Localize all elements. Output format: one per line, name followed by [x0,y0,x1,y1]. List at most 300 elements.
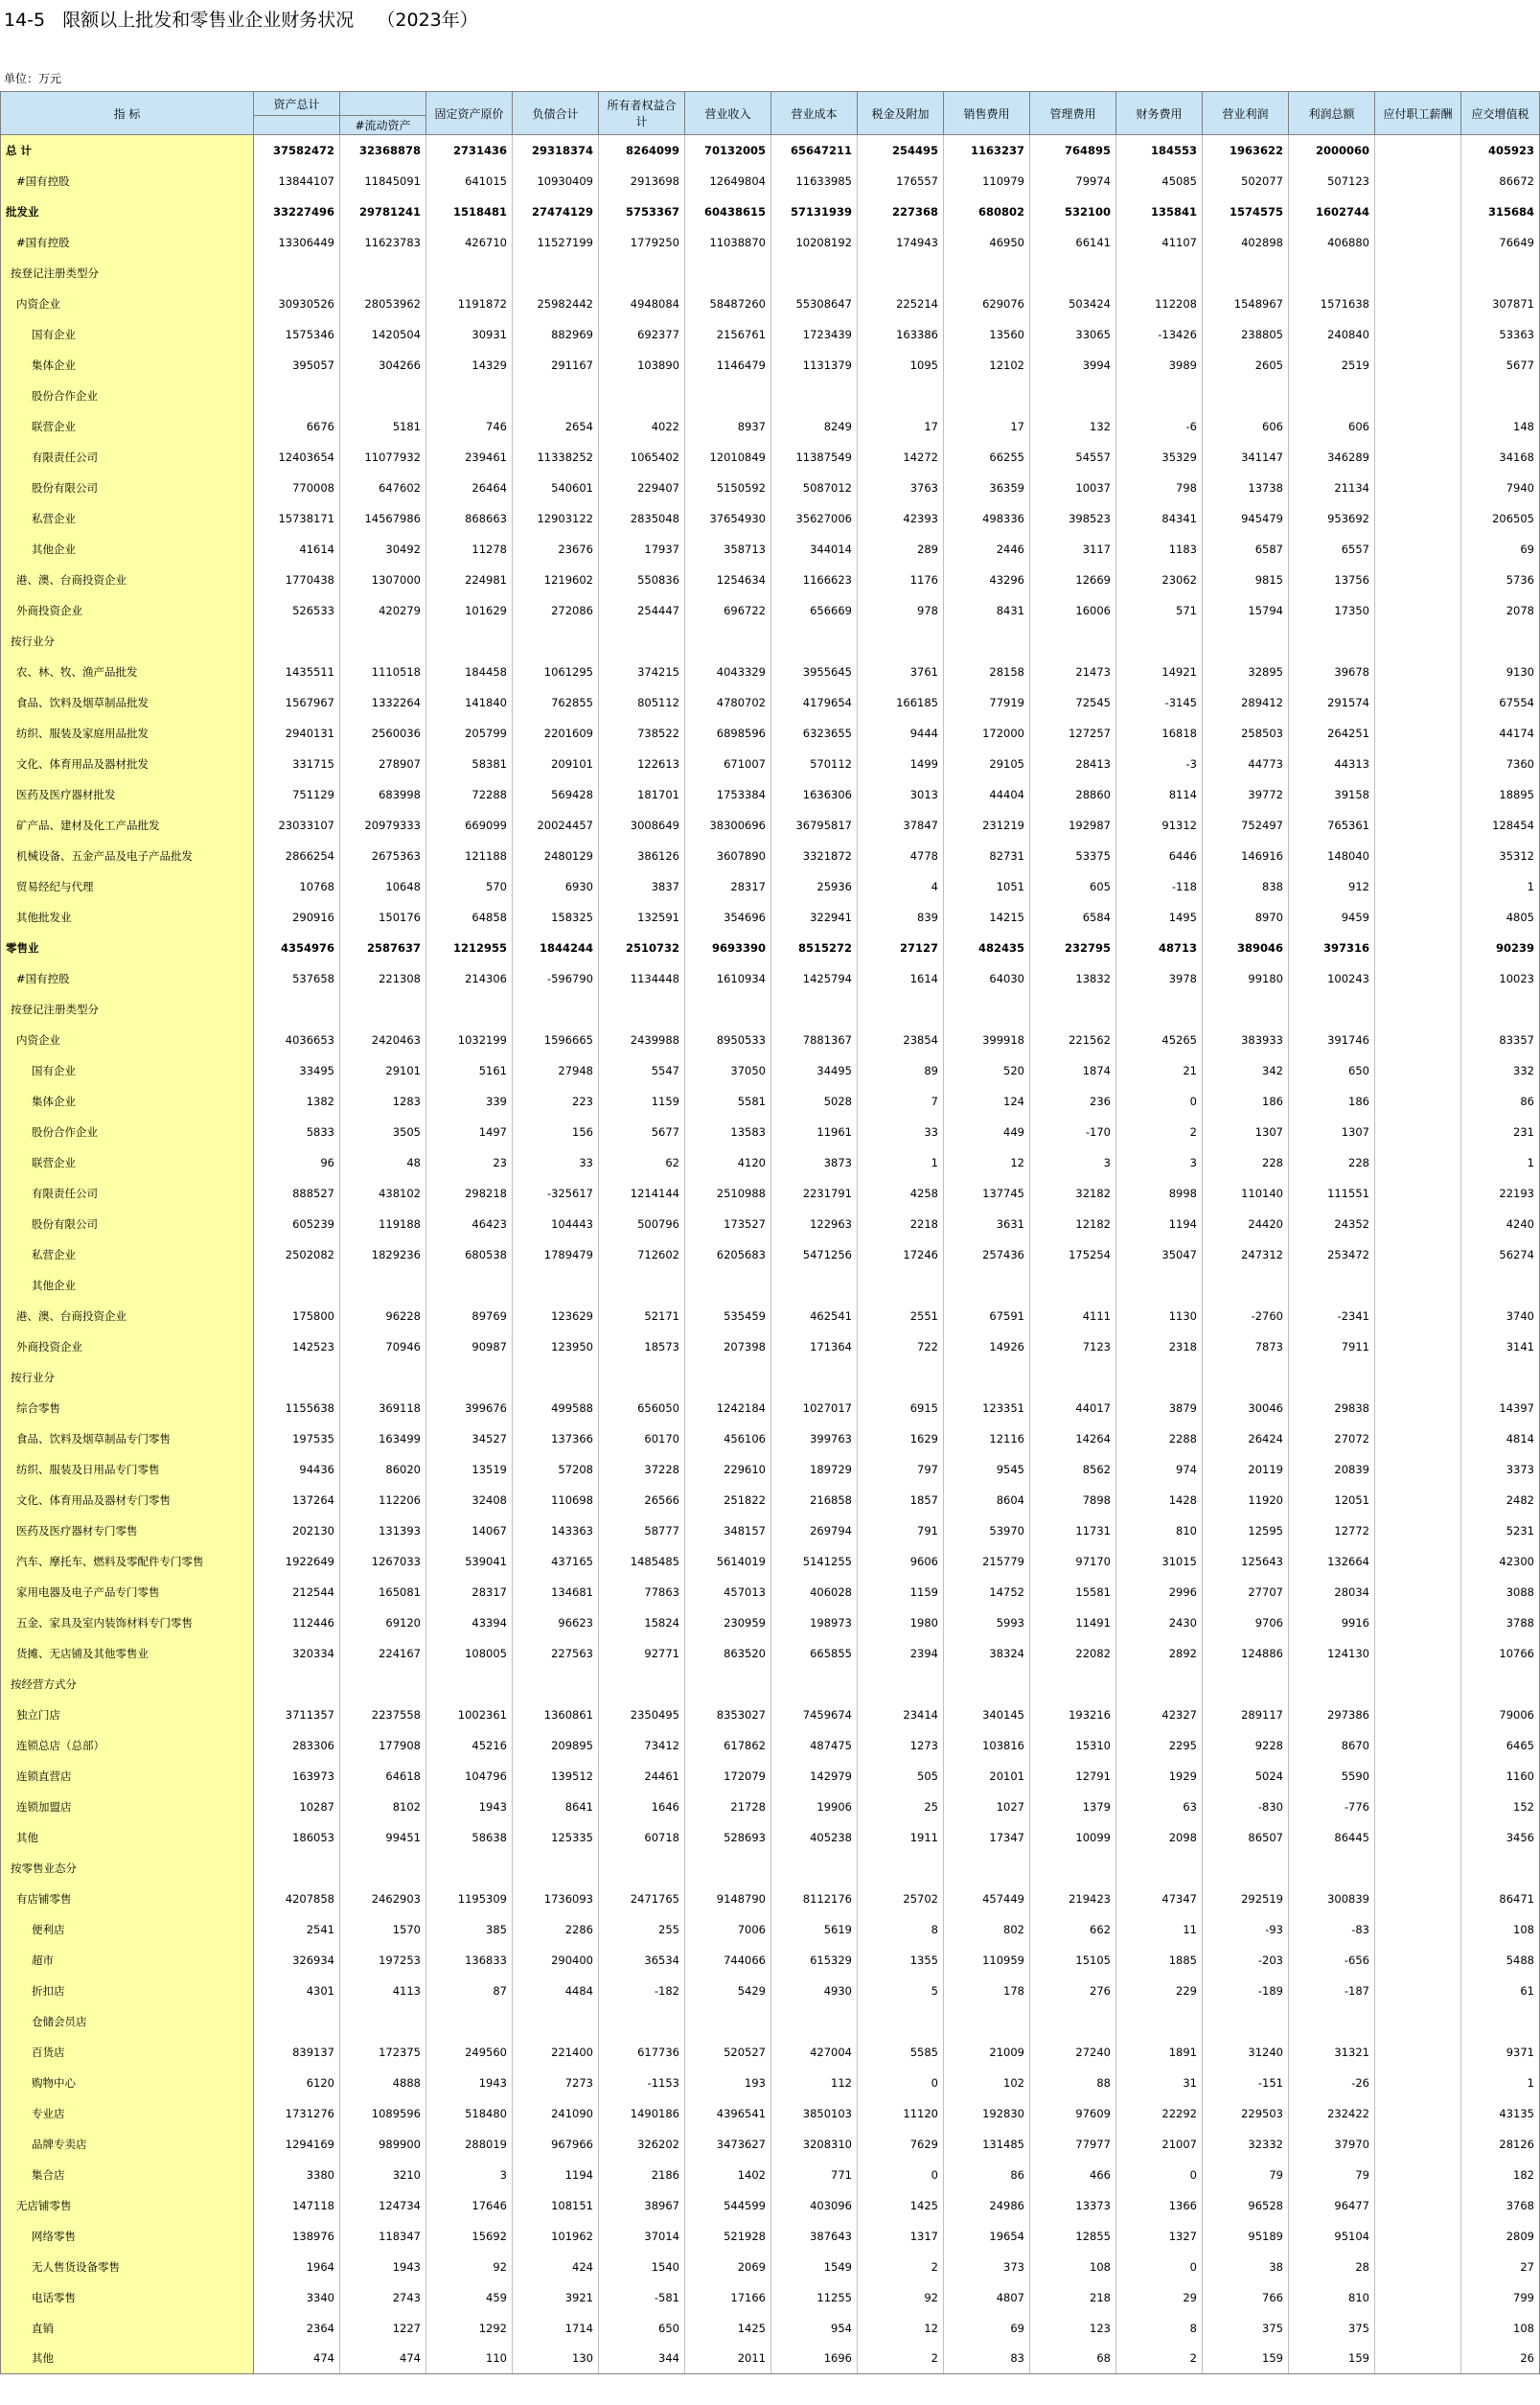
table-cell [1461,381,1540,411]
table-cell: 92 [858,2282,944,2313]
table-cell: 1629 [858,1423,944,1454]
table-cell: 92 [426,2252,513,2282]
table-cell: 30930526 [254,289,340,319]
table-cell: 520527 [685,2037,771,2068]
table-cell: 1027 [944,1792,1030,1822]
table-cell: 8670 [1289,1730,1375,1761]
table-cell [1116,1669,1203,1700]
table-cell [1375,1117,1461,1147]
table-cell: 289117 [1203,1700,1289,1730]
table-cell: 499588 [513,1393,599,1423]
row-label: 按零售业态分 [1,1853,254,1884]
table-cell: 3141 [1461,1331,1540,1362]
row-label: 综合零售 [1,1393,254,1423]
table-cell: 5161 [426,1055,513,1086]
table-cell: 60170 [599,1423,685,1454]
row-label: 集体企业 [1,1086,254,1117]
table-cell: 10648 [340,871,426,902]
row-label: 矿产品、建材及化工产品批发 [1,810,254,841]
table-cell: 722 [858,1331,944,1362]
table-cell: 48713 [1116,933,1203,963]
table-cell: 1614 [858,963,944,994]
table-cell: 39772 [1203,779,1289,810]
table-cell: 9916 [1289,1607,1375,1638]
table-cell: 44773 [1203,749,1289,779]
table-cell: 186 [1203,1086,1289,1117]
table-cell: 10099 [1030,1822,1116,1853]
table-cell: 1402 [685,2160,771,2190]
table-cell: 132 [1030,411,1116,442]
table-cell: 33065 [1030,319,1116,350]
table-cell: 11255 [771,2282,858,2313]
table-cell: 63 [1116,1792,1203,1822]
table-cell [1203,1362,1289,1393]
table-cell: 22193 [1461,1178,1540,1209]
row-label: 机械设备、五金产品及电子产品批发 [1,841,254,871]
table-cell: 304266 [340,350,426,381]
table-cell: 358713 [685,534,771,565]
table-cell: 119188 [340,1209,426,1239]
table-cell: 2098 [1116,1822,1203,1853]
table-cell: -325617 [513,1178,599,1209]
table-cell: 4120 [685,1147,771,1178]
table-cell: 2 [858,2344,944,2374]
table-cell: 521928 [685,2221,771,2252]
table-cell: 4807 [944,2282,1030,2313]
table-cell: 5231 [1461,1515,1540,1546]
table-cell: 770008 [254,473,340,503]
table-cell: 21728 [685,1792,771,1822]
table-cell: 15738171 [254,503,340,534]
table-row [1,1178,1540,1209]
table-cell: 172079 [685,1761,771,1792]
table-cell: 221308 [340,963,426,994]
table-cell: 17 [858,411,944,442]
row-label: 医药及医疗器材专门零售 [1,1515,254,1546]
table-cell: 539041 [426,1546,513,1577]
table-cell: 12855 [1030,2221,1116,2252]
table-cell: -596790 [513,963,599,994]
table-cell: 342 [1203,1055,1289,1086]
table-cell: 147118 [254,2190,340,2221]
table-cell: 97609 [1030,2098,1116,2129]
table-cell: 73412 [599,1730,685,1761]
table-cell: 1495 [1116,902,1203,933]
table-row [1,1301,1540,1331]
table-cell [1461,1669,1540,1700]
table-cell: 1829236 [340,1239,426,1270]
table-cell: 4301 [254,1976,340,2006]
table-cell: 10766 [1461,1638,1540,1669]
table-cell: 5488 [1461,1945,1540,1976]
table-row [1,2037,1540,2068]
table-cell: 223 [513,1086,599,1117]
table-cell: 141840 [426,687,513,718]
row-label: 文化、体育用品及器材专门零售 [1,1485,254,1515]
table-cell: 2186 [599,2160,685,2190]
table-cell [1375,2221,1461,2252]
table-cell: 48 [340,1147,426,1178]
table-row [1,1577,1540,1607]
table-cell: 6205683 [685,1239,771,1270]
table-cell: 28034 [1289,1577,1375,1607]
table-cell: 175800 [254,1301,340,1331]
table-cell: 662 [1030,1914,1116,1945]
table-cell: 122613 [599,749,685,779]
table-cell: 424 [513,2252,599,2282]
table-cell: 27127 [858,933,944,963]
table-row [1,595,1540,626]
table-cell: 1355 [858,1945,944,1976]
table-cell: 399676 [426,1393,513,1423]
row-label: 网络零售 [1,2221,254,2252]
table-cell: 23854 [858,1025,944,1055]
table-cell [599,994,685,1025]
table-cell: 6557 [1289,534,1375,565]
table-cell: 1159 [599,1086,685,1117]
table-cell: 163386 [858,319,944,350]
row-label: 联营企业 [1,411,254,442]
table-cell: 3763 [858,473,944,503]
col-header-vat-payable: 应交增值税 [1461,92,1540,135]
table-cell: 19654 [944,2221,1030,2252]
table-cell: 8264099 [599,135,685,166]
table-cell: 569428 [513,779,599,810]
table-cell [1030,258,1116,289]
table-cell: 69 [1461,534,1540,565]
table-row [1,227,1540,258]
row-label: 股份有限公司 [1,1209,254,1239]
table-cell: 550836 [599,565,685,595]
table-cell: 30046 [1203,1393,1289,1423]
table-cell: 387643 [771,2221,858,2252]
table-cell [1030,1362,1116,1393]
table-cell: 205799 [426,718,513,749]
table-row [1,411,1540,442]
table-cell: 111551 [1289,1178,1375,1209]
table-cell: 9693390 [685,933,771,963]
table-row [1,841,1540,871]
table-cell: 570112 [771,749,858,779]
table-cell: 669099 [426,810,513,841]
table-cell: 57131939 [771,197,858,227]
table-cell: 173527 [685,1209,771,1239]
table-row [1,197,1540,227]
table-cell: 13738 [1203,473,1289,503]
table-cell: 17347 [944,1822,1030,1853]
table-cell: 254495 [858,135,944,166]
table-cell: 3994 [1030,350,1116,381]
table-cell [1375,2313,1461,2344]
table-cell: 1307 [1289,1117,1375,1147]
table-cell: 165081 [340,1577,426,1607]
table-cell: 5181 [340,411,426,442]
table-cell: 90987 [426,1331,513,1362]
table-cell: 802 [944,1914,1030,1945]
table-cell: 5547 [599,1055,685,1086]
table-cell: 8112176 [771,1884,858,1914]
table-cell: 1131379 [771,350,858,381]
table-cell: 8515272 [771,933,858,963]
table-cell: 5087012 [771,473,858,503]
table-cell: 437165 [513,1546,599,1577]
col-header-finance-expense: 财务费用 [1116,92,1203,135]
table-cell: 2743 [340,2282,426,2313]
table-cell: 3208310 [771,2129,858,2160]
table-row [1,2006,1540,2037]
table-cell: -187 [1289,1976,1375,2006]
table-cell [944,626,1030,657]
table-cell [513,1669,599,1700]
table-cell: -26 [1289,2068,1375,2098]
table-cell [513,381,599,411]
table-cell: 4043329 [685,657,771,687]
table-cell [340,1669,426,1700]
table-cell [1375,1853,1461,1884]
table-cell [513,626,599,657]
table-cell [254,1362,340,1393]
table-cell: 77977 [1030,2129,1116,2160]
table-cell: 181701 [599,779,685,810]
table-row [1,749,1540,779]
table-cell: 3 [1030,1147,1116,1178]
table-cell: 7273 [513,2068,599,2098]
table-cell: 206505 [1461,503,1540,534]
row-label: 外商投资企业 [1,595,254,626]
table-cell: 3879 [1116,1393,1203,1423]
table-cell: 27474129 [513,197,599,227]
table-row [1,1209,1540,1239]
row-label: 纺织、服装及家庭用品批发 [1,718,254,749]
table-cell: 21473 [1030,657,1116,687]
table-cell: 9459 [1289,902,1375,933]
table-cell: 44174 [1461,718,1540,749]
table-cell: 68 [1030,2344,1116,2374]
table-row [1,1914,1540,1945]
table-cell: 29838 [1289,1393,1375,1423]
table-cell: 34495 [771,1055,858,1086]
table-cell: 28413 [1030,749,1116,779]
table-cell: 2201609 [513,718,599,749]
table-cell: 11731 [1030,1515,1116,1546]
table-cell: 95189 [1203,2221,1289,2252]
table-cell [1461,994,1540,1025]
table-cell: 11387549 [771,442,858,473]
table-cell: 953692 [1289,503,1375,534]
table-cell: 10208192 [771,227,858,258]
row-label: 百货店 [1,2037,254,2068]
table-cell: 0 [1116,2252,1203,2282]
table-cell: 32408 [426,1485,513,1515]
table-cell: 38324 [944,1638,1030,1669]
table-cell: 24352 [1289,1209,1375,1239]
table-row [1,2344,1540,2374]
table-cell: 1332264 [340,687,426,718]
table-cell: 426710 [426,227,513,258]
table-cell: 1032199 [426,1025,513,1055]
table-cell: 36359 [944,473,1030,503]
table-cell: 5833 [254,1117,340,1147]
table-cell: 103890 [599,350,685,381]
table-cell: 33495 [254,1055,340,1086]
table-cell: 798 [1116,473,1203,503]
table-cell: 5141255 [771,1546,858,1577]
table-cell: 462541 [771,1301,858,1331]
table-cell: 474 [254,2344,340,2374]
table-cell: 2 [858,2252,944,2282]
table-cell: 2156761 [685,319,771,350]
row-label: 内资企业 [1,289,254,319]
table-cell: 1 [1461,2068,1540,2098]
table-row [1,1884,1540,1914]
table-cell [426,258,513,289]
table-cell: 1518481 [426,197,513,227]
table-cell: 12102 [944,350,1030,381]
row-label: 医药及医疗器材批发 [1,779,254,810]
table-cell: 399918 [944,1025,1030,1055]
row-label: 其他企业 [1,1270,254,1301]
table-cell: 746 [426,411,513,442]
row-label: 国有企业 [1,1055,254,1086]
col-header-total-assets: 资产总计 [254,92,340,116]
table-cell: 163499 [340,1423,426,1454]
table-cell: 290400 [513,1945,599,1976]
row-label: 超市 [1,1945,254,1976]
table-cell: 11527199 [513,227,599,258]
table-cell: 86672 [1461,166,1540,197]
table-cell: 14926 [944,1331,1030,1362]
table-cell: 37050 [685,1055,771,1086]
table-cell: 21007 [1116,2129,1203,2160]
table-cell: 5677 [599,1117,685,1147]
table-cell: 532100 [1030,197,1116,227]
table-cell: 605 [1030,871,1116,902]
table-cell: 459 [426,2282,513,2313]
table-cell: 159 [1203,2344,1289,2374]
table-cell [1375,779,1461,810]
table-cell: 131393 [340,1515,426,1546]
table-cell [1461,1270,1540,1301]
table-cell: 2809 [1461,2221,1540,2252]
table-cell: 45265 [1116,1025,1203,1055]
table-cell: 64858 [426,902,513,933]
table-cell: 1911 [858,1822,944,1853]
table-cell [340,2006,426,2037]
row-label: #国有控股 [1,227,254,258]
table-cell [1375,687,1461,718]
table-cell [1461,258,1540,289]
table-cell: 12791 [1030,1761,1116,1792]
table-cell: 66255 [944,442,1030,473]
table-cell: 247312 [1203,1239,1289,1270]
table-cell: 1731276 [254,2098,340,2129]
table-cell: 1857 [858,1485,944,1515]
table-cell: 23062 [1116,565,1203,595]
table-cell: 307871 [1461,289,1540,319]
table-cell: 21 [1116,1055,1203,1086]
table-cell: 1294169 [254,2129,340,2160]
table-cell [1375,2344,1461,2374]
table-cell [513,994,599,1025]
table-cell: 9444 [858,718,944,749]
table-cell: 156 [513,1117,599,1147]
table-cell: 76649 [1461,227,1540,258]
table-cell: 26464 [426,473,513,503]
table-cell: 108 [1461,1914,1540,1945]
table-cell: 974 [1116,1454,1203,1485]
table-cell: 8970 [1203,902,1289,933]
table-cell: 398523 [1030,503,1116,534]
table-cell: 159 [1289,2344,1375,2374]
table-cell: 8562 [1030,1454,1116,1485]
table-cell: 332 [1461,1055,1540,1086]
table-cell: -170 [1030,1117,1116,1147]
table-cell: 66141 [1030,227,1116,258]
table-cell: 218 [1030,2282,1116,2313]
col-header-equity: 所有者权益合计 [599,92,685,135]
table-cell: -1153 [599,2068,685,2098]
table-cell [1375,1515,1461,1546]
table-cell: 13519 [426,1454,513,1485]
table-row [1,871,1540,902]
table-cell: 1943 [340,2252,426,2282]
table-cell: 4814 [1461,1423,1540,1454]
table-cell: 375 [1203,2313,1289,2344]
table-cell: 838 [1203,871,1289,902]
table-cell [426,1669,513,1700]
table-cell [1030,1853,1116,1884]
col-header-tax-surcharge: 税金及附加 [858,92,944,135]
table-cell: 1307 [1203,1117,1289,1147]
table-row [1,1485,1540,1515]
table-cell: 805112 [599,687,685,718]
table-cell: 46423 [426,1209,513,1239]
table-cell: 1002361 [426,1700,513,1730]
table-row [1,1700,1540,1730]
table-cell: 132664 [1289,1546,1375,1577]
table-cell: 8 [1116,2313,1203,2344]
table-cell: 791 [858,1515,944,1546]
table-cell: 406028 [771,1577,858,1607]
table-cell: 647602 [340,473,426,503]
table-cell: 20024457 [513,810,599,841]
table-cell: 2502082 [254,1239,340,1270]
table-cell: 72545 [1030,687,1116,718]
table-cell: 0 [1116,2160,1203,2190]
table-cell: 37582472 [254,135,340,166]
table-row [1,1607,1540,1638]
row-label: 集合店 [1,2160,254,2190]
table-cell: 1548967 [1203,289,1289,319]
table-cell: 406880 [1289,227,1375,258]
table-cell [1116,381,1203,411]
table-cell: 69 [944,2313,1030,2344]
row-label: 按登记注册类型分 [1,258,254,289]
table-cell [858,1669,944,1700]
table-cell: 7911 [1289,1331,1375,1362]
table-cell: 202130 [254,1515,340,1546]
table-cell: 2510988 [685,1178,771,1209]
table-cell: 123 [1030,2313,1116,2344]
table-cell [1375,2282,1461,2313]
table-cell: 15105 [1030,1945,1116,1976]
row-label: 按行业分 [1,626,254,657]
table-cell: 37654930 [685,503,771,534]
table-cell [1375,994,1461,1025]
table-cell: 38967 [599,2190,685,2221]
table-cell: 24420 [1203,1209,1289,1239]
table-cell: 1753384 [685,779,771,810]
